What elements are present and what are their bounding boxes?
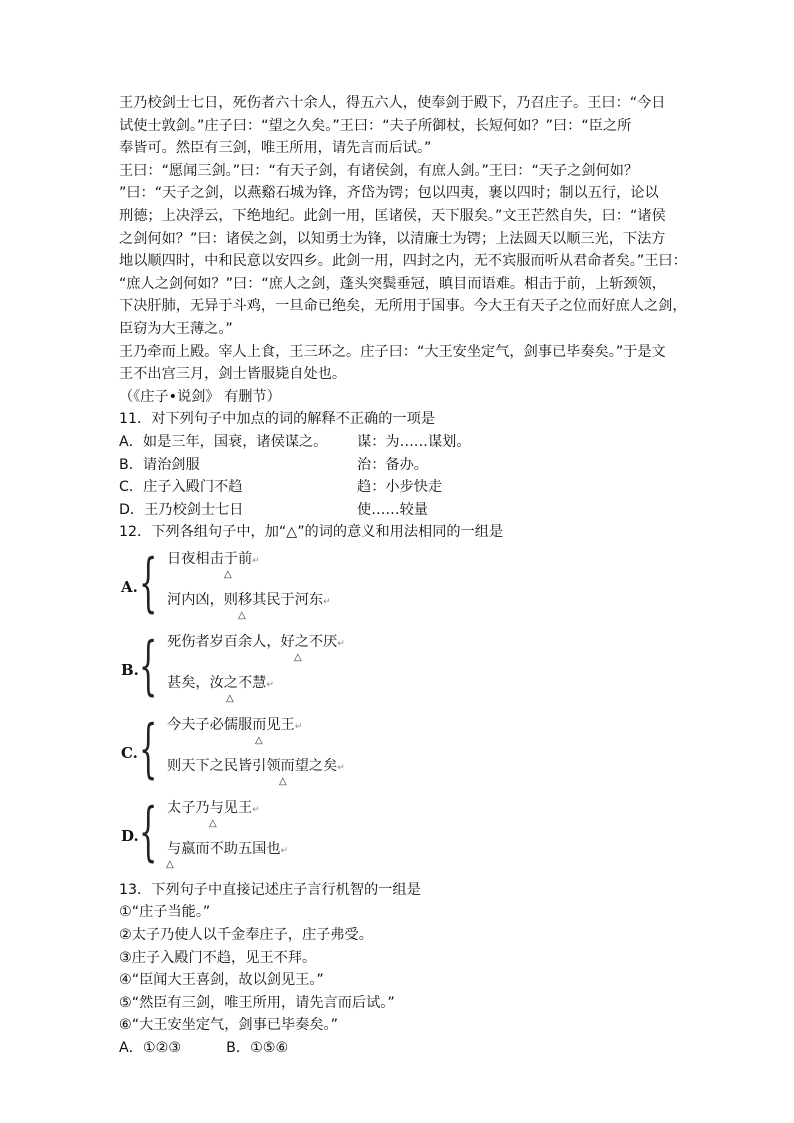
- option-group-c: [119, 711, 679, 794]
- passage-line: 刑德；上决浮云，下绝地纪。此剑一用，匡诸侯，天下服矣。”文王芒然自失，曰：“诸侯: [119, 207, 666, 224]
- triangle-mark: △: [294, 651, 302, 663]
- passage-line: 奉皆可。然臣有三剑，唯王所用，请先言而后试。”: [119, 140, 432, 157]
- option-line: 今夫子必儒服而见王↵: [167, 716, 303, 733]
- option-explanation: 谋：为……谋划。: [357, 433, 471, 450]
- passage-line: “庶人之剑何如？”曰：“庶人之剑，蓬头突鬓垂冠，瞋目而语难。相击于前，上斩颈领，: [119, 275, 666, 292]
- triangle-mark: △: [224, 568, 232, 580]
- list-item: ⑥“大王安坐定气，剑事已毕奏矣。”: [119, 1017, 338, 1034]
- list-item: ④“臣闻大王喜剑，故以剑见王。”: [119, 972, 324, 989]
- passage-line: 试使士敦剑。”庄子曰：“望之久矣。”王曰：“夫子所御杖，长短何如？”曰：“臣之所: [119, 117, 632, 134]
- question-stem: 13．下列句子中直接记述庄子言行机智的一组是: [119, 881, 421, 898]
- question-11: [119, 408, 679, 521]
- option-letter: C.: [121, 743, 138, 762]
- triangle-mark: △: [209, 817, 217, 829]
- answer-options: A．①②③ B．①⑤⑥: [119, 1040, 289, 1057]
- passage-line: 地以顺四时，中和民意以安四乡。此剑一用，四封之内，无不宾服而听从君命者矣。”王曰：: [119, 253, 687, 270]
- question-stem: 11．对下列句子中加点的词的解释不正确的一项是: [119, 411, 435, 428]
- list-item: ①“庄子当能。”: [119, 904, 211, 921]
- passage: [119, 92, 687, 408]
- passage-line: 王乃牵而上殿。宰人上食，王三环之。庄子曰：“大王安坐定气，剑事已毕奏矣。”于是文: [119, 343, 666, 360]
- list-item: ⑤“然臣有三剑，唯王所用，请先言而后试。”: [119, 994, 395, 1011]
- triangle-mark: △: [166, 858, 174, 870]
- option-explanation: 治：备办。: [357, 456, 428, 473]
- option-text: B．请治剑服: [119, 456, 200, 473]
- document-page: [119, 92, 687, 1060]
- option-group-d: [119, 794, 679, 877]
- option-line: 则天下之民皆引领而望之矣↵: [167, 757, 345, 774]
- list-item: ②太子乃使人以千金奉庄子，庄子弗受。: [119, 927, 373, 944]
- option-c: [119, 476, 679, 499]
- option-line: 甚矣，汝之不慧↵: [167, 674, 274, 691]
- option-line: 太子乃与见王↵: [167, 799, 260, 816]
- option-explanation: 趋：小步快走: [357, 479, 443, 496]
- option-line: 日夜相击于前↵: [167, 550, 260, 567]
- triangle-mark: △: [255, 734, 263, 746]
- option-letter: A.: [121, 577, 138, 596]
- passage-line: 王乃校剑士七日，死伤者六十余人，得五六人，使奉剑于殿下，乃召庄子。王曰：“今日: [119, 95, 666, 111]
- option-text: C．庄子入殿门不趋: [119, 479, 243, 496]
- brace: {: [139, 628, 158, 703]
- brace: {: [139, 711, 158, 786]
- option-group-b: [119, 628, 679, 711]
- passage-source: （《庄子•说剑》 有删节）: [119, 388, 281, 405]
- option-text: A．如是三年，国衰，诸侯谋之。: [119, 433, 328, 450]
- passage-line: ”曰：“天子之剑，以燕谿石城为锋，齐岱为锷；包以四夷，裹以四时；制以五行，论以: [119, 185, 659, 202]
- option-line: 死伤者岁百余人，好之不厌↵: [167, 633, 345, 650]
- passage-line: 臣窃为大王薄之。”: [119, 320, 233, 337]
- triangle-mark: △: [279, 775, 287, 787]
- option-line: 河内凶，则移其民于河东↵: [167, 591, 331, 608]
- option-a: [119, 431, 679, 454]
- question-stem: 12．下列各组句子中，加“△”的词的意义和用法相同的一组是: [119, 524, 504, 541]
- brace: {: [139, 794, 158, 869]
- passage-line: 王曰：“愿闻三剑。”曰：“有天子剑，有诸侯剑，有庶人剑。”王曰：“天子之剑何如？: [119, 162, 639, 179]
- question-12: [119, 521, 679, 877]
- option-b: [119, 454, 679, 477]
- option-text: D．王乃校剑士七日: [119, 501, 244, 518]
- passage-line: 之剑何如？”曰：诸侯之剑，以知勇士为锋，以清廉士为锷；上法圆天以顺三光，下法方: [119, 230, 666, 247]
- triangle-mark: △: [238, 609, 246, 621]
- option-line: 与嬴而不助五国也↵: [167, 840, 289, 857]
- option-letter: B.: [121, 660, 139, 679]
- option-d: [119, 499, 679, 522]
- question-13: [119, 879, 679, 1060]
- option-letter: D.: [121, 826, 139, 845]
- option-group-a: [119, 545, 679, 628]
- option-explanation: 使……较量: [357, 501, 428, 518]
- passage-line: 王不出宫三月，剑士皆服毙自处也。: [119, 366, 347, 383]
- triangle-mark: △: [226, 692, 234, 704]
- brace: {: [139, 545, 158, 620]
- passage-line: 下决肝肺，无异于斗鸡，一旦命已绝矣，无所用于国事。今大王有天子之位而好庶人之剑，: [119, 298, 687, 315]
- list-item: ③庄子入殿门不趋，见王不拜。: [119, 949, 317, 966]
